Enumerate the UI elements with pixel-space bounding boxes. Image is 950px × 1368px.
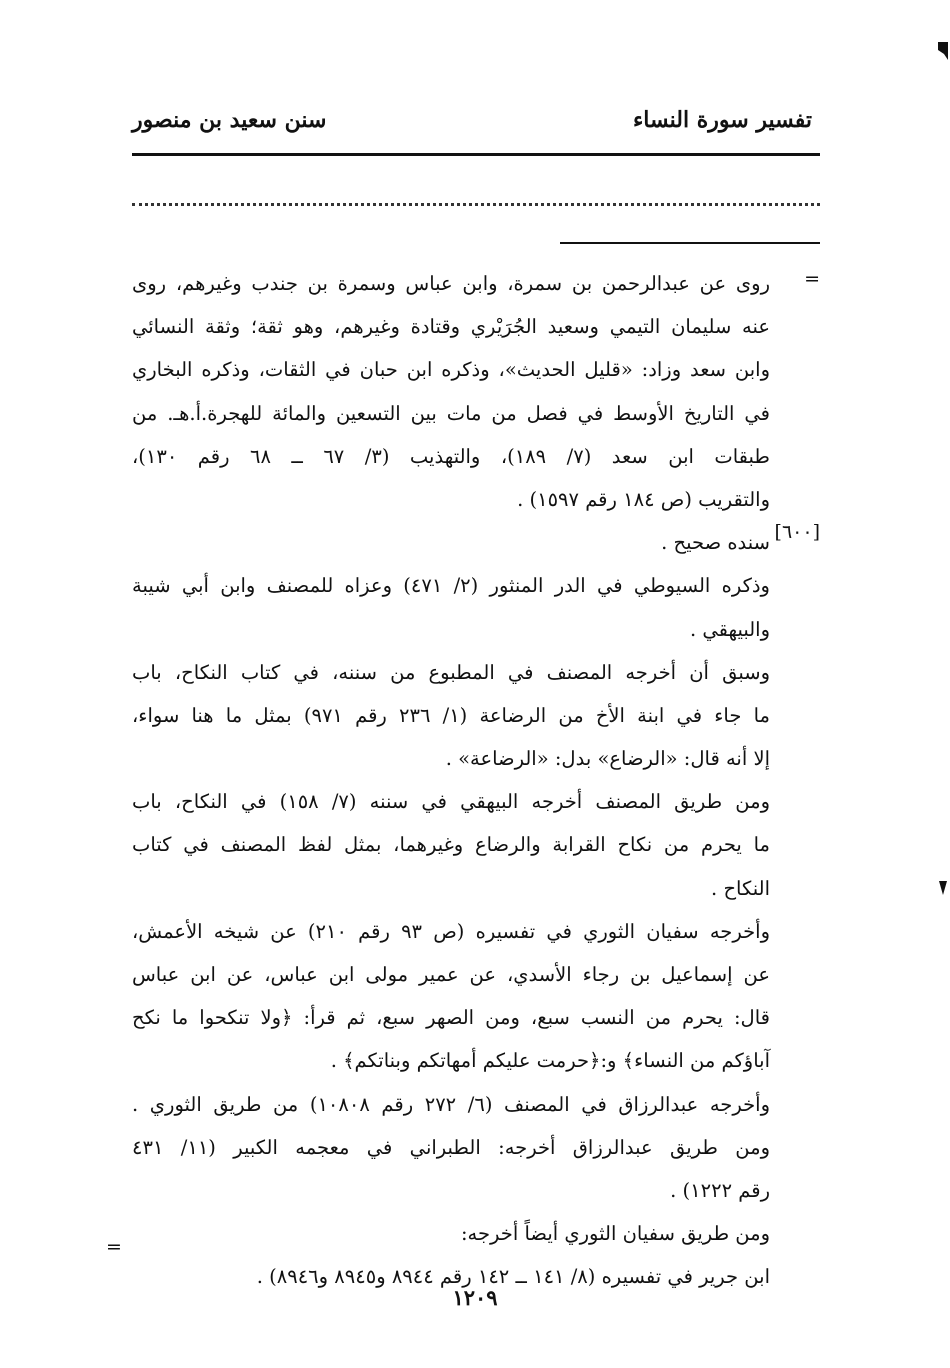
entry-number: [٦٠٠] [774, 521, 820, 543]
running-header-book: سنن سعيد بن منصور [132, 107, 327, 133]
text-line: والبيهقي . [689, 617, 770, 641]
text-line: روى عن عبدالرحمن بن سمرة، وابن عباس وسمرة بن جندب وغيرهم، روى [132, 272, 770, 295]
text-line: والتقريب (ص ١٨٤ رقم ١٥٩٧) . [517, 487, 770, 511]
scan-edge-mark-icon [936, 40, 950, 62]
text-line: عن إسماعيل بن رجاء الأسدي، عن عمير مولى ابن عباس، عن ابن عباس [132, 963, 770, 986]
text-line: ومن طريق المصنف أخرجه البيهقي في سننه (٧/ ١٥٨) في النكاح، باب [132, 790, 770, 814]
text-line: ما جاء في ابنة الأخ من الرضاعة (١/ ٢٣٦ رقم ٩٧١) بمثل ما هنا سواء، [132, 703, 770, 727]
text-line: وذكره السيوطي في الدر المنثور (٢/ ٤٧١) وعزاه للمصنف وابن أبي شيبة [132, 574, 770, 598]
text-line: عنه سليمان التيمي وسعيد الجُرَيْري وقتادة وغيرهم، وهو ثقة؛ وثقة النسائي [132, 315, 770, 339]
text-line: قال: يحرم من النسب سبع، ومن الصهر سبع، ثم قرأ: ﴿ولا تنكحوا ما نكح [132, 1006, 770, 1030]
text-line: وأخرجه عبدالرزاق في المصنف (٦/ ٢٧٢ رقم ١٠٨٠٨) من طريق الثوري . [132, 1092, 770, 1116]
text-line: آباؤكم من النساء﴾ و:﴿حرمت عليكم أمهاتكم وبناتكم﴾ . [330, 1049, 770, 1073]
text-line: رقم ١٢٢٢) . [670, 1178, 770, 1202]
page-number: ١٢٠٩ [452, 1285, 498, 1310]
text-line: إلا أنه قال: «الرضاع» بدل: «الرضاعة» . [445, 747, 770, 771]
text-line: سنده صحيح . [661, 531, 770, 555]
text-line: ما يحرم من نكاح القرابة والرضاع وغيرهما، بمثل لفظ المصنف في كتاب [132, 833, 770, 857]
running-header-surah: تفسير سورة النساء [632, 107, 812, 133]
text-line: ومن طريق سفيان الثوري أيضاً أخرجه: [460, 1222, 770, 1246]
dotted-separator [132, 203, 820, 206]
text-line: النكاح . [711, 876, 770, 900]
footnote-rule [560, 242, 820, 244]
text-line: وسبق أن أخرجه المصنف في المطبوع من سننه، في كتاب النكاح، باب [132, 660, 770, 684]
header-rule [132, 153, 820, 156]
text-line: وابن سعد وزاد: «قليل الحديث»، وذكره ابن حبان في الثقات، وذكره البخاري [132, 358, 770, 382]
text-line: طبقات ابن سعد (٧/ ١٨٩)، والتهذيب (٣/ ٦٧ ــ ٦٨ رقم ١٣٠)، [132, 444, 770, 468]
end-continuation-marker: = [106, 1236, 122, 1258]
continuation-marker: = [804, 268, 820, 290]
text-line: ابن جرير في تفسيره (٨/ ١٤١ ــ ١٤٢ رقم ٨٩٤٤ و٨٩٤٥ و٨٩٤٦) . [256, 1265, 770, 1289]
scan-edge-dot-icon [938, 880, 948, 896]
text-line: في التاريخ الأوسط في فصل من مات بين التسعين والمائة للهجرة.أ.هـ. من [132, 401, 770, 425]
footnote-text [132, 262, 770, 1299]
text-line: ومن طريق عبدالرزاق أخرجه: الطبراني في معجمه الكبير (١١/ ٤٣١ [132, 1135, 770, 1159]
text-line: وأخرجه سفيان الثوري في تفسيره (ص ٩٣ رقم ٢١٠) عن شيخه الأعمش، [132, 919, 770, 943]
